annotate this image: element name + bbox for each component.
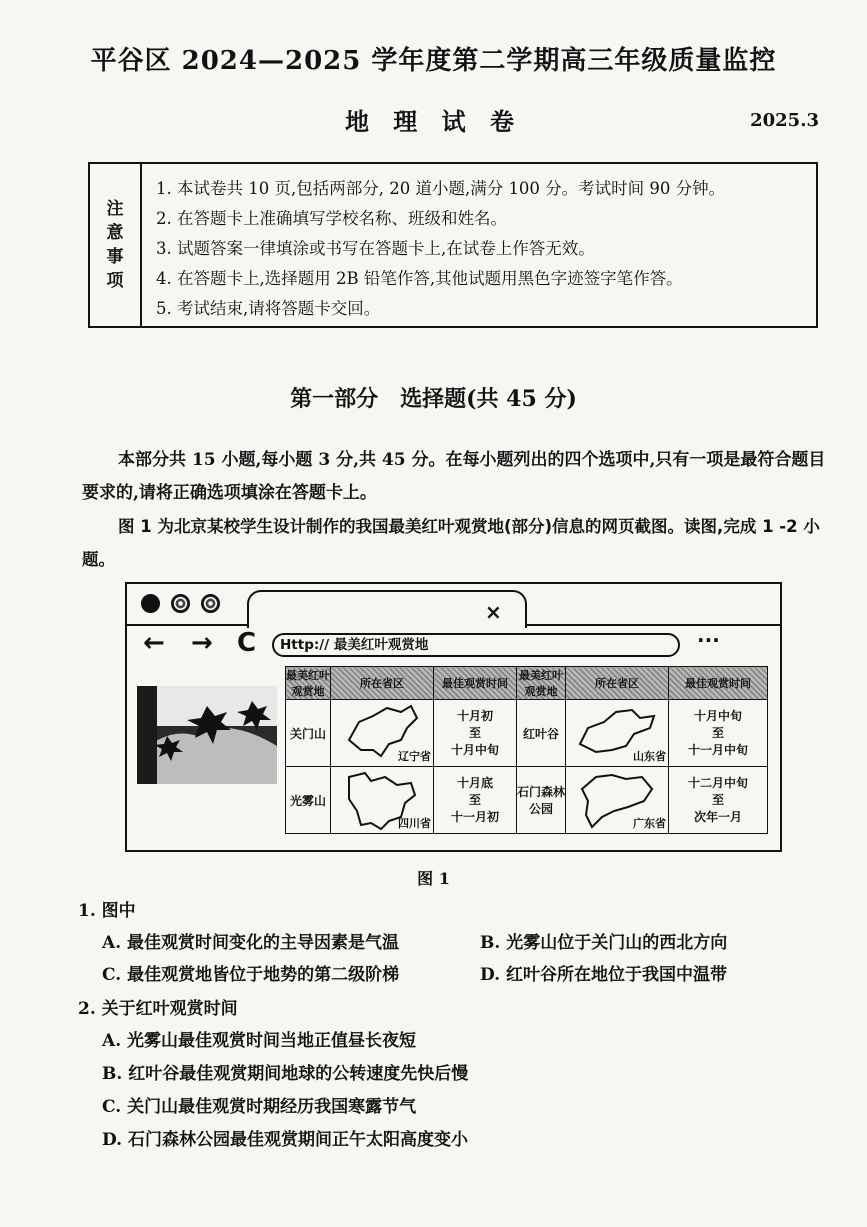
table-row	[286, 700, 768, 767]
notice-label-char: 项	[106, 271, 124, 291]
col-header: 最佳观赏时间	[669, 667, 768, 700]
viewing-period	[434, 700, 517, 767]
place-name: 关门山	[286, 700, 331, 767]
period-start: 十二月中旬	[687, 775, 748, 790]
section-heading: 第一部分 选择题(共 45 分)	[290, 386, 577, 412]
table-row	[286, 767, 768, 834]
url-bar	[272, 633, 680, 657]
col-header: 所在省区	[331, 667, 434, 700]
browser-tab	[247, 590, 527, 628]
period-end: 十月中旬	[450, 742, 499, 757]
more-menu-icon: ···	[697, 628, 720, 652]
question-1-option-b: B. 光雾山位于关门山的西北方向	[480, 933, 728, 953]
refresh-icon: C	[237, 628, 257, 658]
place-name: 石门森林公园	[517, 767, 566, 834]
viewing-period	[669, 767, 768, 834]
province-map-liaoning	[331, 700, 434, 767]
period-end: 十一月初	[450, 809, 499, 824]
notice-items	[142, 164, 816, 326]
notice-box	[88, 162, 818, 328]
period-start: 十月中旬	[693, 708, 742, 723]
window-close-dot-icon	[141, 594, 160, 613]
col-header: 最佳观赏时间	[434, 667, 517, 700]
forward-arrow-icon: →	[191, 628, 213, 658]
notice-label	[90, 164, 142, 326]
tab-close-icon: ×	[485, 600, 502, 624]
notice-label-char: 意	[106, 223, 124, 243]
period-start: 十月初	[456, 708, 493, 723]
place-name: 红叶谷	[517, 700, 566, 767]
province-label: 辽宁省	[398, 750, 431, 763]
viewing-period	[669, 700, 768, 767]
province-map-guangdong	[566, 767, 669, 834]
notice-item: 2. 在答题卡上准确填写学校名称、班级和姓名。	[156, 209, 507, 228]
exam-title: 平谷区 2024—2025 学年度第二学期高三年级质量监控	[90, 46, 777, 76]
notice-item: 4. 在答题卡上,选择题用 2B 铅笔作答,其他试题用黑色字迹签字笔作答。	[156, 269, 683, 288]
period-end: 十一月中旬	[687, 742, 748, 757]
question-2-option-a: A. 光雾山最佳观赏时间当地正值昼长夜短	[102, 1031, 417, 1051]
window-maximize-dot-icon	[201, 594, 220, 613]
red-leaf-photo	[137, 686, 277, 784]
red-leaf-info-table	[285, 666, 768, 834]
col-header: 最美红叶观赏地	[286, 667, 331, 700]
figure-caption: 图 1	[417, 869, 450, 888]
period-to: 至	[711, 792, 724, 807]
notice-item: 1. 本试卷共 10 页,包括两部分, 20 道小题,满分 100 分。考试时间 90 分钟。	[156, 179, 726, 198]
province-map-shandong	[566, 700, 669, 767]
figure-browser-screenshot	[125, 582, 782, 852]
question-2-option-d: D. 石门森林公园最佳观赏期间正午太阳高度变小	[102, 1130, 468, 1150]
period-start: 十月底	[456, 775, 493, 790]
back-arrow-icon: ←	[143, 628, 165, 658]
figure-intro: 图 1 为北京某校学生设计制作的我国最美红叶观赏地(部分)信息的网页截图。读图,完成 1 -2 小题。	[82, 517, 820, 569]
window-minimize-dot-icon	[171, 594, 190, 613]
url-text: Http:// 最美红叶观赏地	[280, 637, 429, 653]
col-header: 最美红叶观赏地	[517, 667, 566, 700]
notice-label-char: 注	[106, 199, 124, 219]
notice-item: 5. 考试结束,请将答题卡交回。	[156, 299, 381, 318]
place-name: 光雾山	[286, 767, 331, 834]
question-1-option-d: D. 红叶谷所在地位于我国中温带	[480, 965, 727, 985]
province-map-sichuan	[331, 767, 434, 834]
question-2-stem: 2. 关于红叶观赏时间	[78, 999, 238, 1019]
exam-subtitle: 地 理 试 卷	[344, 107, 523, 136]
question-1-stem: 1. 图中	[78, 901, 136, 921]
question-1-option-c: C. 最佳观赏地皆位于地势的第二级阶梯	[102, 965, 400, 985]
viewing-period	[434, 767, 517, 834]
section-intro: 本部分共 15 小题,每小题 3 分,共 45 分。在每小题列出的四个选项中,只有一项是最符合题目要求的,请将正确选项填涂在答题卡上。	[82, 450, 826, 503]
question-1-option-a: A. 最佳观赏时间变化的主导因素是气温	[102, 933, 400, 953]
notice-item: 3. 试题答案一律填涂或书写在答题卡上,在试卷上作答无效。	[156, 239, 595, 258]
exam-date: 2025.3	[750, 110, 819, 131]
question-2-option-c: C. 关门山最佳观赏时期经历我国寒露节气	[102, 1097, 417, 1117]
period-to: 至	[468, 792, 481, 807]
period-end: 次年一月	[693, 809, 742, 824]
notice-label-char: 事	[106, 247, 124, 267]
province-label: 广东省	[633, 817, 666, 830]
province-label: 山东省	[633, 750, 666, 763]
col-header: 所在省区	[566, 667, 669, 700]
period-to: 至	[468, 725, 481, 740]
period-to: 至	[711, 725, 724, 740]
question-2-option-b: B. 红叶谷最佳观赏期间地球的公转速度先快后慢	[102, 1064, 469, 1084]
province-label: 四川省	[398, 817, 431, 830]
